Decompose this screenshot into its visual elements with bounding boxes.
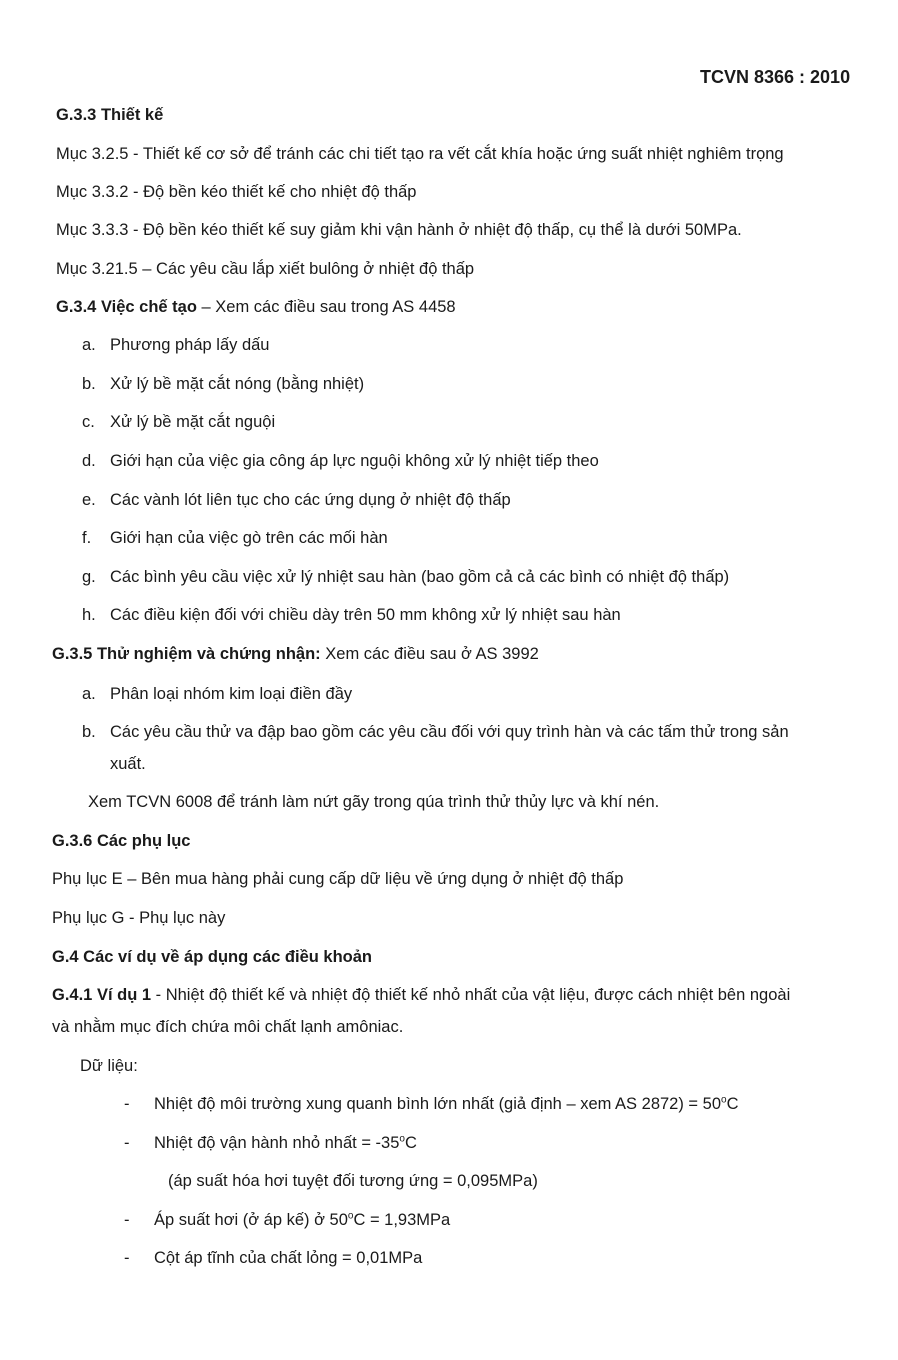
example-title: G.4.1 Ví dụ 1 [52,986,152,1004]
list-item: Mục 3.21.5 – Các yêu cầu lắp xiết bulông ở nhiệt độ thấp [56,260,475,278]
list-item [82,527,388,549]
list-item [82,373,364,395]
list-item [82,566,729,588]
list-item: Mục 3.3.2 - Độ bền kéo thiết kế cho nhiệt độ thấp [56,183,417,201]
list-text: Phân loại nhóm kim loại điền đầy [110,685,353,703]
list-marker: d. [82,452,96,470]
section-heading-g334 [56,296,456,318]
bullet-text: Nhiệt độ môi trường xung quanh bình lớn nhất (giả định – xem AS 2872) = 50 [154,1095,722,1113]
list-text: Các điều kiện đối với chiều dày trên 50 mm không xử lý nhiệt sau hàn [110,606,621,624]
bullet-mark: - [124,1095,130,1113]
list-text: Các vành lót liên tục cho các ứng dụng ở nhiệt độ thấp [110,491,511,509]
list-text-continuation: xuất. [110,755,146,773]
bullet-item: Cột áp tĩnh của chất lỏng = 0,01MPa [154,1249,423,1267]
heading-bold: G.3.4 Việc chế tạo [56,298,197,316]
list-text: Giới hạn của việc gò trên các mối hàn [110,529,388,547]
bullet-item [154,1209,450,1231]
section-heading-g333: G.3.3 Thiết kế [56,106,164,124]
list-item [82,450,599,472]
example-desc-continuation: và nhằm mục đích chứa môi chất lạnh amôniac. [52,1018,404,1036]
bullet-text: Áp suất hơi (ở áp kế) ở 50 [154,1211,348,1229]
bullet-mark: - [124,1134,130,1152]
list-item: Mục 3.2.5 - Thiết kế cơ sở để tránh các chi tiết tạo ra vết cắt khía hoặc ứng suất nhiệt nghiêm trọng [56,145,784,163]
list-text: Giới hạn của việc gia công áp lực nguội không xử lý nhiệt tiếp theo [110,452,599,470]
heading-rest: Xem các điều sau ở AS 3992 [320,645,539,663]
degree-sup: o [347,1210,354,1222]
bullet-tail: C [726,1095,739,1113]
list-marker: e. [82,491,96,509]
list-marker: f. [82,529,92,547]
bullet-mark: - [124,1249,130,1267]
bullet-item [154,1132,417,1154]
list-item [82,721,789,743]
list-item: Phụ lục E – Bên mua hàng phải cung cấp dữ liệu về ứng dụng ở nhiệt độ thấp [52,870,624,888]
degree-sup: o [721,1094,727,1106]
section-heading-g335 [52,643,539,665]
data-label: Dữ liệu: [80,1057,138,1075]
list-text: Xử lý bề mặt cắt nguội [110,413,276,431]
bullet-tail: C [404,1134,417,1152]
bullet-note: (áp suất hóa hơi tuyệt đối tương ứng = 0,095MPa) [168,1172,538,1190]
list-marker: a. [82,685,96,703]
list-text: Xử lý bề mặt cắt nóng (bằng nhiệt) [110,375,365,393]
list-marker: b. [82,375,96,393]
list-marker: a. [82,336,96,354]
list-text: Các bình yêu cầu việc xử lý nhiệt sau hàn (bao gồm cả cả các bình có nhiệt độ thấp) [110,568,730,586]
degree-sup: o [399,1133,405,1145]
list-text: Các yêu cầu thử va đập bao gồm các yêu cầu đối với quy trình hàn và các tấm thử trong sản [110,723,789,741]
list-marker: h. [82,606,96,624]
bullet-text: Nhiệt độ vận hành nhỏ nhất = -35 [154,1134,400,1152]
list-item [82,604,621,626]
list-item: Phụ lục G - Phụ lục này [52,909,226,927]
list-item [82,489,511,511]
bullet-mark: - [124,1211,130,1229]
list-item [82,683,352,705]
list-item: Mục 3.3.3 - Độ bền kéo thiết kế suy giảm khi vận hành ở nhiệt độ thấp, cụ thể là dưới 50MPa. [56,221,742,239]
example-desc: - Nhiệt độ thiết kế và nhiệt độ thiết kế nhỏ nhất của vật liệu, được cách nhiệt bên ngoài [151,986,791,1004]
example-heading [52,984,790,1006]
list-marker: g. [82,568,96,586]
standard-number: TCVN 8366 : 2010 [700,67,851,87]
note-text: Xem TCVN 6008 để tránh làm nứt gãy trong qúa trình thử thủy lực và khí nén. [88,793,660,811]
list-marker: c. [82,413,95,431]
list-marker: b. [82,723,96,741]
section-heading-g4: G.4 Các ví dụ về áp dụng các điều khoản [52,948,373,966]
list-item [82,334,269,356]
list-item [82,411,275,433]
heading-bold: G.3.5 Thử nghiệm và chứng nhận: [52,645,321,663]
heading-rest: – Xem các điều sau trong AS 4458 [196,298,456,316]
bullet-item [154,1093,739,1115]
bullet-tail: C = 1,93MPa [353,1211,451,1229]
list-text: Phương pháp lấy dấu [110,336,270,354]
section-heading-g336: G.3.6 Các phụ lục [52,832,191,850]
